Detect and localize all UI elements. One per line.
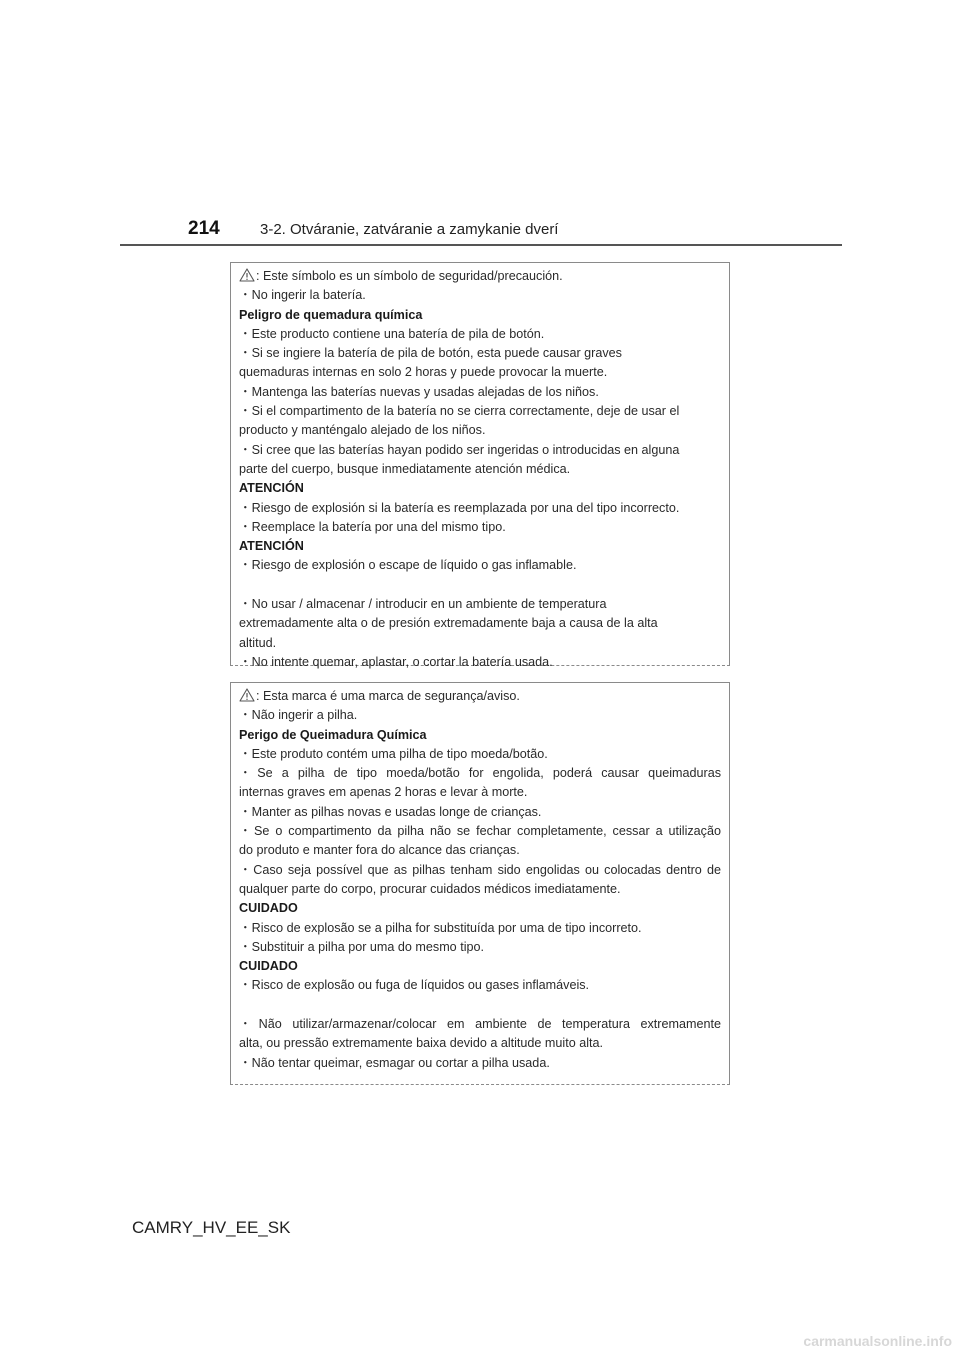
warning-text-line	[239, 595, 721, 614]
line-text: altitud.	[239, 635, 277, 650]
line-text: ・Risco de explosão ou fuga de líquidos ou gases inflamáveis.	[239, 978, 590, 993]
warning-heading	[239, 899, 721, 918]
warning-text-line	[239, 286, 721, 305]
warning-text-line	[239, 383, 721, 402]
line-text: qualquer parte do corpo, procurar cuidados médicos imediatamente.	[239, 881, 621, 896]
line-text: CUIDADO	[239, 901, 298, 916]
portuguese-warning-box	[230, 682, 730, 1085]
line-text: : Este símbolo es un símbolo de seguridad/precaución.	[256, 269, 563, 283]
warning-text-line	[239, 421, 721, 440]
warning-text-line	[239, 706, 721, 725]
line-text: do produto e manter fora do alcance das crianças.	[239, 843, 520, 858]
line-text: alta, ou pressão extremamente baixa devido a altitude muito alta.	[239, 1036, 604, 1051]
warning-text-line	[239, 614, 721, 633]
line-text: ATENCIÓN	[239, 481, 304, 496]
line-text: parte del cuerpo, busque inmediatamente atención médica.	[239, 461, 571, 476]
warning-heading	[239, 957, 721, 976]
warning-text-line	[239, 822, 721, 841]
line-text: ・Se a pilha de tipo moeda/botão for engolida, poderá causar queimaduras	[239, 766, 721, 781]
line-text: ・Riesgo de explosión o escape de líquido o gas inflamable.	[239, 558, 577, 573]
warning-triangle-icon	[239, 268, 255, 282]
warning-heading	[239, 479, 721, 498]
line-text: ・Este producto contiene una batería de pila de botón.	[239, 326, 545, 341]
warning-text-line	[239, 402, 721, 421]
warning-heading	[239, 537, 721, 556]
warning-text-line	[239, 919, 721, 938]
warning-text-line	[239, 1034, 721, 1053]
model-code: CAMRY_HV_EE_SK	[132, 1218, 291, 1237]
line-text: ・Substituir a pilha por uma do mesmo tipo.	[239, 939, 484, 954]
warning-text-line	[239, 499, 721, 518]
line-text: ・No usar / almacenar / introducir en un ambiente de temperatura	[239, 597, 607, 612]
warning-text-line	[239, 556, 721, 575]
line-text: ・Se o compartimento da pilha não se fechar completamente, cessar a utilização	[239, 824, 721, 839]
line-text: extremadamente alta o de presión extremadamente baja a causa de la alta	[239, 616, 658, 631]
warning-heading	[239, 306, 721, 325]
line-text: ・Riesgo de explosión si la batería es reemplazada por una del tipo incorrecto.	[239, 500, 680, 515]
line-text: ・No ingerir la batería.	[239, 288, 366, 303]
warning-text-line	[239, 441, 721, 460]
line-text: CUIDADO	[239, 959, 298, 974]
warning-text-line	[239, 841, 721, 860]
warning-text-line	[239, 803, 721, 822]
line-text: ・Não ingerir a pilha.	[239, 708, 358, 723]
warning-triangle-icon	[239, 688, 255, 702]
warning-text-line	[239, 325, 721, 344]
warning-text-line	[239, 267, 721, 286]
line-text: ・Reemplace la batería por una del mismo tipo.	[239, 519, 506, 534]
warning-text-line	[239, 976, 721, 995]
line-text: ・Manter as pilhas novas e usadas longe de crianças.	[239, 804, 542, 819]
warning-text-line	[239, 861, 721, 880]
warning-text-line	[239, 880, 721, 899]
line-text: ・Não utilizar/armazenar/colocar em ambiente de temperatura extremamente	[239, 1017, 721, 1032]
section-title: 3-2. Otváranie, zatváranie a zamykanie dverí	[260, 221, 559, 238]
warning-text-line	[239, 634, 721, 653]
line-text: Peligro de quemadura química	[239, 307, 423, 322]
warning-text-line	[239, 783, 721, 802]
line-text: ・No intente quemar, aplastar, o cortar la batería usada.	[239, 654, 553, 669]
line-text: ATENCIÓN	[239, 539, 304, 554]
warning-text-line	[239, 745, 721, 764]
warning-text-line	[239, 687, 721, 706]
line-text: ・Si el compartimento de la batería no se cierra correctamente, deje de usar el	[239, 404, 680, 419]
warning-heading	[239, 726, 721, 745]
warning-text-line	[239, 764, 721, 783]
line-text: internas graves em apenas 2 horas e levar à morte.	[239, 785, 528, 800]
warning-text-line	[239, 460, 721, 479]
line-text: : Esta marca é uma marca de segurança/aviso.	[256, 689, 520, 703]
line-text: ・Si se ingiere la batería de pila de botón, esta puede causar graves	[239, 346, 622, 361]
line-text: producto y manténgalo alejado de los niños.	[239, 423, 486, 438]
warning-text-line	[239, 1015, 721, 1034]
line-text: ・Risco de explosão se a pilha for substituída por uma de tipo incorreto.	[239, 920, 642, 935]
warning-text-line	[239, 518, 721, 537]
line-text: quemaduras internas en solo 2 horas y puede provocar la muerte.	[239, 365, 608, 380]
warning-text-line	[239, 363, 721, 382]
warning-text-line	[239, 1054, 721, 1073]
line-text: ・Mantenga las baterías nuevas y usadas alejadas de los niños.	[239, 384, 599, 399]
line-text: Perigo de Queimadura Química	[239, 727, 427, 742]
page-header	[120, 218, 842, 246]
page-number: 214	[188, 218, 220, 239]
watermark: carmanualsonline.info	[803, 1333, 952, 1349]
spanish-warning-box	[230, 262, 730, 669]
blank-line	[239, 996, 721, 1015]
line-text: ・Caso seja possível que as pilhas tenham sido engolidas ou colocadas dentro de	[239, 862, 721, 877]
blank-line	[239, 576, 721, 595]
line-text: ・Si cree que las baterías hayan podido ser ingeridas o introducidas en alguna	[239, 442, 680, 457]
warning-text-line	[239, 344, 721, 363]
warning-text-line	[239, 938, 721, 957]
line-text: ・Este produto contém uma pilha de tipo moeda/botão.	[239, 746, 548, 761]
warning-text-line	[239, 653, 721, 672]
line-text: ・Não tentar queimar, esmagar ou cortar a pilha usada.	[239, 1055, 550, 1070]
